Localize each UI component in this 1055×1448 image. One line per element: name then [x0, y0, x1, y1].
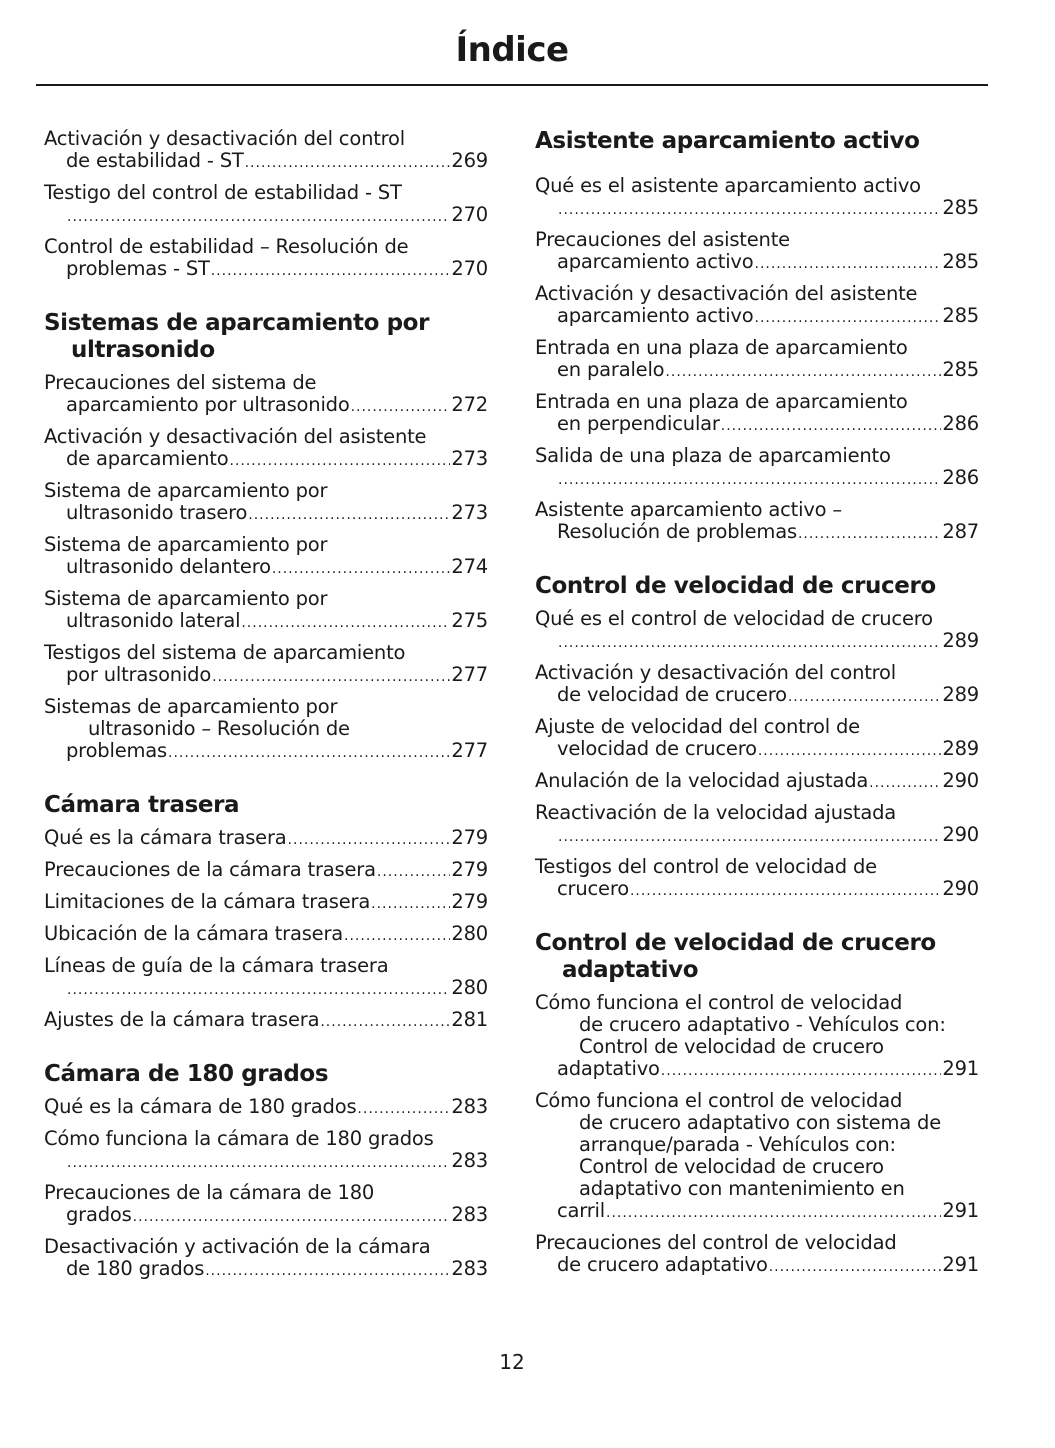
entry-text: Qué es el control de velocidad de crucero	[535, 607, 933, 630]
entry-line	[44, 827, 488, 851]
leader-dots	[67, 1152, 450, 1174]
entry-text: Precauciones de la cámara trasera	[44, 858, 376, 881]
right-column	[535, 128, 979, 1286]
page-ref: 272	[451, 393, 488, 416]
page-ref: 281	[451, 1008, 488, 1031]
page-ref: 279	[451, 890, 488, 913]
page-ref: 289	[942, 629, 979, 652]
entry-line	[44, 1096, 488, 1120]
page-ref: 291	[942, 1253, 979, 1276]
toc-entry[interactable]	[44, 891, 488, 915]
entry-text: problemas	[66, 739, 167, 762]
leader-dots	[67, 206, 450, 228]
toc-entry[interactable]	[535, 1232, 979, 1278]
entry-text: Control de estabilidad – Resolución de	[44, 235, 409, 258]
toc-entry[interactable]	[535, 445, 979, 491]
toc-entry[interactable]	[535, 662, 979, 708]
entry-line	[557, 1058, 979, 1082]
leader-dots	[630, 880, 941, 902]
entry-text: Entrada en una plaza de aparcamiento	[535, 390, 908, 413]
leader-dots	[558, 199, 941, 221]
toc-entry[interactable]	[44, 588, 488, 634]
entry-text: Sistema de aparcamiento por	[44, 587, 328, 610]
toc-entry[interactable]	[535, 175, 979, 221]
page-ref: 280	[451, 976, 488, 999]
section-heading: Control de velocidad de crucero	[535, 573, 936, 599]
entry-text: Ajustes de la cámara trasera	[44, 1008, 320, 1031]
entry-text: Qué es la cámara de 180 grados	[44, 1095, 357, 1118]
entry-text: Testigo del control de estabilidad - ST	[44, 181, 402, 204]
entry-text: adaptativo	[557, 1057, 660, 1080]
page-ref: 290	[942, 823, 979, 846]
entry-text: Anulación de la velocidad ajustada	[535, 769, 869, 792]
leader-dots	[344, 925, 450, 947]
entry-text: Entrada en una plaza de aparcamiento	[535, 336, 908, 359]
leader-dots	[665, 361, 941, 383]
entry-text: arranque/parada - Vehículos con:	[579, 1133, 896, 1156]
entry-text: Activación y desactivación del control	[535, 661, 897, 684]
section-heading: Cámara trasera	[44, 792, 240, 818]
entry-line	[557, 251, 979, 275]
entry-text: Precauciones de la cámara de 180	[44, 1181, 375, 1204]
entry-line	[66, 740, 488, 764]
toc-entry[interactable]	[44, 642, 488, 688]
entry-line	[44, 923, 488, 947]
page-ref: 269	[451, 149, 488, 172]
entry-line	[557, 413, 979, 437]
entry-line	[535, 770, 979, 794]
leader-dots	[67, 979, 450, 1001]
entry-text: de aparcamiento	[66, 447, 229, 470]
page-ref: 274	[451, 555, 488, 578]
leader-dots	[377, 861, 451, 883]
entry-line	[44, 891, 488, 915]
entry-line	[44, 1009, 488, 1033]
entry-text: Cómo funciona el control de velocidad	[535, 1089, 903, 1112]
entry-line	[66, 1258, 488, 1282]
toc-entry[interactable]	[44, 128, 488, 174]
entry-line	[557, 467, 979, 491]
entry-text: de estabilidad - ST	[66, 149, 244, 172]
entry-text: Sistema de aparcamiento por	[44, 479, 328, 502]
entry-line	[44, 859, 488, 883]
toc-entry[interactable]	[44, 1236, 488, 1282]
leader-dots	[558, 826, 941, 848]
entry-text: Activación y desactivación del asistente	[535, 282, 918, 305]
entry-text: Qué es el asistente aparcamiento activo	[535, 174, 921, 197]
page-ref: 285	[942, 250, 979, 273]
entry-text: Resolución de problemas	[557, 520, 797, 543]
entry-line	[557, 197, 979, 221]
leader-dots	[248, 504, 450, 526]
page-ref: 291	[942, 1057, 979, 1080]
entry-text: Control de velocidad de crucero	[579, 1155, 884, 1178]
page-title: Índice	[455, 30, 569, 70]
toc-entry[interactable]	[44, 859, 488, 883]
toc-entry[interactable]	[44, 372, 488, 418]
page-ref: 290	[942, 769, 979, 792]
page-ref: 285	[942, 196, 979, 219]
leader-dots	[357, 1098, 450, 1120]
section-heading: Asistente aparcamiento activo	[535, 128, 920, 154]
leader-dots	[755, 253, 942, 275]
toc-entry[interactable]	[44, 1128, 488, 1174]
entry-text: de crucero adaptativo - Vehículos con:	[579, 1013, 946, 1036]
leader-dots	[241, 612, 450, 634]
entry-text: Desactivación y activación de la cámara	[44, 1235, 431, 1258]
toc-entry[interactable]	[44, 1182, 488, 1228]
entry-text: problemas - ST	[66, 257, 210, 280]
page-ref: 273	[451, 501, 488, 524]
leader-dots	[558, 469, 941, 491]
entry-line	[66, 394, 488, 418]
entry-line	[66, 204, 488, 228]
page-ref: 285	[942, 304, 979, 327]
entry-text: aparcamiento por ultrasonido	[66, 393, 350, 416]
page-ref: 283	[451, 1203, 488, 1226]
entry-text: de crucero adaptativo con sistema de	[579, 1111, 941, 1134]
page-ref: 283	[451, 1149, 488, 1172]
entry-line	[66, 448, 488, 472]
toc-entry[interactable]	[44, 480, 488, 526]
toc-entry[interactable]	[44, 182, 488, 228]
entry-text: Líneas de guía de la cámara trasera	[44, 954, 389, 977]
leader-dots	[869, 772, 941, 794]
toc-entry[interactable]	[535, 802, 979, 848]
leader-dots	[168, 742, 450, 764]
page-ref: 286	[942, 412, 979, 435]
leader-dots	[211, 260, 451, 282]
entry-line	[557, 1254, 979, 1278]
page-ref: 289	[942, 737, 979, 760]
page-ref: 279	[451, 858, 488, 881]
toc-entry[interactable]	[44, 426, 488, 472]
entry-text: Limitaciones de la cámara trasera	[44, 890, 371, 913]
entry-text: Testigos del control de velocidad de	[535, 855, 877, 878]
entry-line	[557, 684, 979, 708]
entry-line	[557, 521, 979, 545]
entry-text: aparcamiento activo	[557, 304, 754, 327]
toc-entry[interactable]	[535, 391, 979, 437]
entry-text: en perpendicular	[557, 412, 720, 435]
entry-text: Cómo funciona el control de velocidad	[535, 991, 903, 1014]
entry-text: velocidad de crucero	[557, 737, 757, 760]
toc-entry[interactable]	[535, 283, 979, 329]
entry-text: adaptativo con mantenimiento en	[579, 1177, 905, 1200]
entry-text: crucero	[557, 877, 629, 900]
entry-text: en paralelo	[557, 358, 665, 381]
toc-entry[interactable]	[535, 499, 979, 545]
entry-text: Ubicación de la cámara trasera	[44, 922, 344, 945]
page-ref: 286	[942, 466, 979, 489]
entry-text: ultrasonido lateral	[66, 609, 241, 632]
entry-text: Activación y desactivación del asistente	[44, 425, 427, 448]
toc-entry[interactable]	[535, 608, 979, 654]
entry-line	[557, 824, 979, 848]
page-ref: 283	[451, 1257, 488, 1280]
entry-text: de 180 grados	[66, 1257, 205, 1280]
entry-line	[66, 502, 488, 526]
entry-text: ultrasonido – Resolución de	[88, 717, 350, 740]
entry-line	[66, 1204, 488, 1228]
leader-dots	[606, 1202, 941, 1224]
page-ref: 279	[451, 826, 488, 849]
page-ref: 287	[942, 520, 979, 543]
toc-entry[interactable]	[44, 827, 488, 851]
toc-entry[interactable]	[535, 856, 979, 902]
toc-entry[interactable]	[535, 229, 979, 275]
section-heading: Sistemas de aparcamiento por ultrasonido	[44, 310, 430, 363]
leader-dots	[755, 307, 942, 329]
leader-dots	[320, 1011, 450, 1033]
toc-entry[interactable]	[535, 770, 979, 794]
entry-line	[66, 1150, 488, 1174]
entry-text: aparcamiento activo	[557, 250, 754, 273]
leader-dots	[205, 1260, 450, 1282]
page-ref: 270	[451, 257, 488, 280]
toc-entry[interactable]	[44, 236, 488, 282]
entry-text: Precauciones del asistente	[535, 228, 790, 251]
toc-entry[interactable]	[535, 716, 979, 762]
toc-entry[interactable]	[44, 955, 488, 1001]
title-divider	[36, 84, 988, 86]
entry-line	[557, 305, 979, 329]
page-ref: 277	[451, 739, 488, 762]
entry-text: Salida de una plaza de aparcamiento	[535, 444, 891, 467]
entry-line	[557, 878, 979, 902]
leader-dots	[229, 450, 450, 472]
leader-dots	[758, 740, 942, 762]
entry-line	[66, 610, 488, 634]
leader-dots	[769, 1256, 942, 1278]
page-ref: 290	[942, 877, 979, 900]
leader-dots	[798, 523, 941, 545]
entry-text: Activación y desactivación del control	[44, 127, 406, 150]
entry-line	[557, 738, 979, 762]
section-heading: Control de velocidad de crucero adaptativo	[535, 930, 936, 983]
entry-line	[557, 359, 979, 383]
toc-entry[interactable]	[44, 696, 488, 764]
toc-entry[interactable]	[535, 1090, 979, 1224]
page-ref: 285	[942, 358, 979, 381]
leader-dots	[661, 1060, 942, 1082]
entry-text: ultrasonido trasero	[66, 501, 248, 524]
entry-line	[66, 258, 488, 282]
toc-entry[interactable]	[535, 992, 979, 1082]
page-ref: 277	[451, 663, 488, 686]
page-ref: 270	[451, 203, 488, 226]
toc-entry[interactable]	[44, 923, 488, 947]
entry-line	[66, 556, 488, 580]
page-ref: 280	[451, 922, 488, 945]
left-column	[44, 128, 488, 1290]
leader-dots	[288, 829, 451, 851]
entry-text: Asistente aparcamiento activo –	[535, 498, 842, 521]
toc-entry[interactable]	[44, 534, 488, 580]
entry-text: por ultrasonido	[66, 663, 212, 686]
page-ref: 289	[942, 683, 979, 706]
entry-text: de velocidad de crucero	[557, 683, 787, 706]
toc-entry[interactable]	[44, 1009, 488, 1033]
page-ref: 283	[451, 1095, 488, 1118]
entry-text: carril	[557, 1199, 605, 1222]
leader-dots	[212, 666, 450, 688]
entry-text: Control de velocidad de crucero	[579, 1035, 884, 1058]
entry-text: ultrasonido delantero	[66, 555, 271, 578]
entry-text: de crucero adaptativo	[557, 1253, 768, 1276]
leader-dots	[558, 632, 941, 654]
leader-dots	[133, 1206, 451, 1228]
entry-text: Precauciones del sistema de	[44, 371, 317, 394]
leader-dots	[788, 686, 942, 708]
page-ref: 273	[451, 447, 488, 470]
toc-entry[interactable]	[44, 1096, 488, 1120]
entry-line	[557, 1200, 979, 1224]
entry-line	[66, 664, 488, 688]
entry-text: Testigos del sistema de aparcamiento	[44, 641, 406, 664]
entry-line	[66, 150, 488, 174]
page-ref: 275	[451, 609, 488, 632]
entry-line	[557, 630, 979, 654]
leader-dots	[371, 893, 450, 915]
page-number: 12	[499, 1350, 525, 1374]
toc-entry[interactable]	[535, 337, 979, 383]
entry-text: Sistema de aparcamiento por	[44, 533, 328, 556]
leader-dots	[351, 396, 451, 418]
entry-text: Ajuste de velocidad del control de	[535, 715, 860, 738]
entry-text: Qué es la cámara trasera	[44, 826, 287, 849]
entry-text: Cómo funciona la cámara de 180 grados	[44, 1127, 434, 1150]
entry-text: Sistemas de aparcamiento por	[44, 695, 338, 718]
entry-text: Reactivación de la velocidad ajustada	[535, 801, 896, 824]
entry-line	[66, 977, 488, 1001]
page-ref: 291	[942, 1199, 979, 1222]
entry-text: Precauciones del control de velocidad	[535, 1231, 897, 1254]
leader-dots	[245, 152, 451, 174]
section-heading: Cámara de 180 grados	[44, 1061, 329, 1087]
leader-dots	[721, 415, 942, 437]
entry-text: grados	[66, 1203, 132, 1226]
leader-dots	[272, 558, 451, 580]
